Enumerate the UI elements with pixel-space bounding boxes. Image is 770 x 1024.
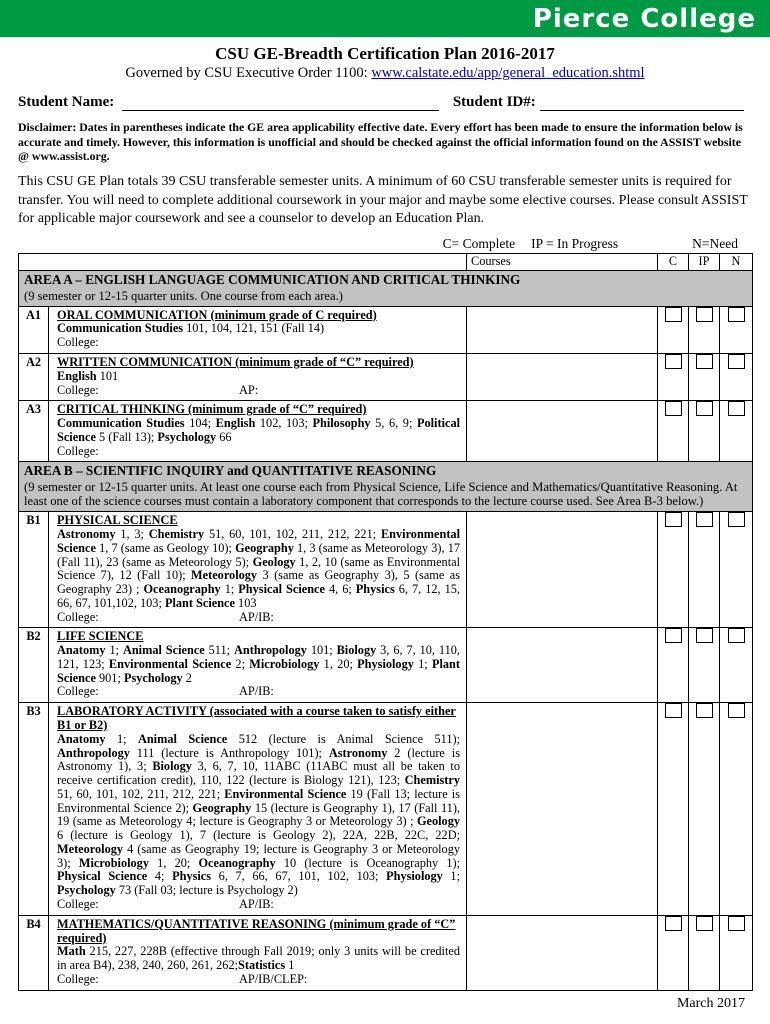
page-title: CSU GE-Breadth Certification Plan 2016-2017 [215,44,555,63]
course-heading: LABORATORY ACTIVITY (associated with a course taken to satisfy either B1 or B2) [57,704,456,733]
checkbox-ip-A3[interactable] [696,401,713,416]
course-description-B4 [49,915,467,990]
course-row-B3 [19,703,753,915]
student-name-label: Student Name: [18,94,115,110]
ap-label: AP: [239,382,259,397]
area-header-cell [19,270,753,306]
college-line [57,973,460,987]
checkbox-cell-c-B2 [658,628,689,703]
plan-table-rows [19,254,753,991]
course-heading: ORAL COMMUNICATION (minimum grade of C required) [57,307,377,322]
area-title: AREA A – ENGLISH LANGUAGE COMMUNICATION AND CRITICAL THINKING [24,271,521,287]
status-legend [18,236,752,252]
checkbox-cell-ip-B2 [689,628,720,703]
checkbox-cell-n-A1 [720,306,753,353]
course-row-B1 [19,512,753,628]
area-header-row [19,462,753,512]
course-description-B3 [49,703,467,915]
complete-column-header: C [658,254,689,271]
checkbox-cell-c-B3 [658,703,689,915]
checkbox-cell-ip-B3 [689,703,720,915]
college-line [57,384,460,398]
checkbox-c-A2[interactable] [665,354,682,369]
area-subtitle: (9 semester or 12-15 quarter units. At least one course each from Physical Science, Life Science and Mathematics/Quantitative Reasoning. At least one of the science courses must contain a laboratory component that corresponds to the lecture course used. See Area B-3 below.) [24,480,738,509]
checkbox-cell-n-A3 [720,401,753,462]
course-description-A2 [49,353,467,400]
area-code-B2: B2 [19,628,49,703]
student-info-line [18,93,752,111]
checkbox-ip-A1[interactable] [696,307,713,322]
area-code-A2: A2 [19,353,49,400]
checkbox-n-A3[interactable] [728,401,745,416]
intro-paragraph: This CSU GE Plan totals 39 CSU transferable semester units. A minimum of 60 CSU transferable semester units is required for transfer. You will need to complete additional coursework in your major and maybe some elective courses. Please consult ASSIST for applicable major coursework and see a counselor to develop an Education Plan. [18,174,748,227]
checkbox-ip-B4[interactable] [696,916,713,931]
checkbox-n-B3[interactable] [728,703,745,718]
checkbox-cell-c-A3 [658,401,689,462]
checkbox-c-B3[interactable] [665,703,682,718]
header-spacer-cell [19,254,467,271]
student-id-label: Student ID#: [452,94,536,110]
course-row-A1 [19,306,753,353]
course-description-B2 [49,628,467,703]
executive-order-link[interactable]: www.calstate.edu/app/general_education.shtml [371,65,645,81]
checkbox-n-B1[interactable] [728,512,745,527]
area-header-row [19,270,753,306]
courses-entry-cell-A2[interactable] [467,353,658,400]
course-row-A2 [19,353,753,400]
checkbox-c-B4[interactable] [665,916,682,931]
checkbox-cell-ip-A2 [689,353,720,400]
checkbox-ip-B2[interactable] [696,628,713,643]
checkbox-ip-A2[interactable] [696,354,713,369]
checkbox-cell-c-A1 [658,306,689,353]
ge-plan-table [18,253,753,991]
course-list: Communication Studies 101, 104, 121, 151 (Fall 14) [57,321,325,336]
course-row-A3 [19,401,753,462]
disclaimer-text: Disclaimer: Dates in parentheses indicate the GE area applicability effective date. Every effort has been made to ensure the information below is accurate and timely. However, this information is unofficial and should be checked against the official information found on the ASSIST website @ www.assist.org. [18,120,743,164]
table-header-row [19,254,753,271]
checkbox-cell-ip-A1 [689,306,720,353]
college-line [57,685,460,699]
ap-label: AP/IB: [239,684,274,699]
course-list: Anatomy 1; Animal Science 512 (lecture is Animal Science 511); Anthropology 111 (lecture is Anthropology 101); Astronomy 2 (lecture is Astronomy 1), 3; Biology 3, 6, 7, 10, 11ABC (11ABC must all be taken to receive certification credit), 110, 122 (lecture is Biology 121), 123; Chemistry 51, 60, 101, 102, 211, 212, 221; Environmental Science 19 (Fall 13; lecture is Environmental Science 2); Geography 15 (lecture is Geography 1), 17 (Fall 11), 19 (same as Meteorology 4; lecture is Geography 3 or Meteorology 3) ; Geology 6 (lecture is Geology 1), 7 (lecture is Geology 2), 22A, 22B, 22C, 22D; Meteorology 4 (same as Geography 19; lecture is Geography 3 or Meteorology 3); Microbiology 1, 20; Oceanography 10 (lecture is Oceanography 1); Physical Science 4; Physics 6, 7, 66, 67, 101, 102, 103; Physiology 1; Psychology 73 (Fall 03; lecture is Psychology 2) [57,731,461,898]
checkbox-c-A3[interactable] [665,401,682,416]
checkbox-cell-c-A2 [658,353,689,400]
course-row-B4 [19,915,753,990]
courses-column-header: Courses [467,254,658,271]
area-code-A1: A1 [19,306,49,353]
checkbox-c-B2[interactable] [665,628,682,643]
checkbox-cell-n-B2 [720,628,753,703]
course-list: English 101 [57,368,119,383]
course-heading: LIFE SCIENCE [57,629,144,644]
courses-entry-cell-A1[interactable] [467,306,658,353]
checkbox-cell-ip-B4 [689,915,720,990]
courses-entry-cell-B4[interactable] [467,915,658,990]
subtitle-text: Governed by CSU Executive Order 1100: [125,65,372,81]
brand-header-bar [0,0,770,37]
courses-entry-cell-B2[interactable] [467,628,658,703]
college-label: College: [57,335,99,350]
legend-in-progress: IP = In Progress [531,236,619,252]
checkbox-c-B1[interactable] [665,512,682,527]
course-heading: PHYSICAL SCIENCE [57,513,178,528]
checkbox-cell-n-B4 [720,915,753,990]
checkbox-cell-n-B3 [720,703,753,915]
course-heading: CRITICAL THINKING (minimum grade of “C” required) [57,402,367,417]
checkbox-n-B2[interactable] [728,628,745,643]
course-description-A1 [49,306,467,353]
ap-label: AP/IB: [239,896,274,911]
area-subtitle: (9 semester or 12-15 quarter units. One course from each area.) [24,288,343,303]
student-name-field[interactable] [122,93,439,111]
course-list: Anatomy 1; Animal Science 511; Anthropology 101; Biology 3, 6, 7, 10, 110, 121, 123; Environmental Science 2; Microbiology 1, 20; Physiology 1; Plant Science 901; Psychology 2 [57,643,460,685]
college-line [57,611,460,625]
course-description-B1 [49,512,467,628]
college-label: College: [57,971,99,986]
student-id-field[interactable] [540,93,744,111]
need-column-header: N [720,254,753,271]
area-code-A3: A3 [19,401,49,462]
area-code-B4: B4 [19,915,49,990]
course-heading: WRITTEN COMMUNICATION (minimum grade of “C” required) [57,354,414,369]
course-heading: MATHEMATICS/QUANTITATIVE REASONING (minimum grade of “C” required) [57,916,456,945]
pierce-college-logo: Pierce College [532,3,756,34]
in-progress-column-header: IP [689,254,720,271]
area-title: AREA B – SCIENTIFIC INQUIRY and QUANTITATIVE REASONING [24,463,437,479]
legend-need: N=Need [692,236,738,252]
checkbox-cell-c-B1 [658,512,689,628]
checkbox-c-A1[interactable] [665,307,682,322]
checkbox-cell-n-A2 [720,353,753,400]
courses-entry-cell-B3[interactable] [467,703,658,915]
page-content [0,44,770,991]
college-line [57,898,460,912]
college-line [57,445,460,459]
college-label: College: [57,382,99,397]
checkbox-cell-c-B4 [658,915,689,990]
subtitle [18,65,752,82]
course-list: Communication Studies 104; English 102, 103; Philosophy 5, 6, 9; Political Science 5 (Fall 13); Psychology 66 [57,416,461,444]
area-code-B3: B3 [19,703,49,915]
college-label: College: [57,896,99,911]
college-label: College: [57,609,99,624]
revision-date: March 2017 [676,996,745,1011]
courses-entry-cell-B1[interactable] [467,512,658,628]
ap-label: AP/IB: [239,609,274,624]
area-code-B1: B1 [19,512,49,628]
courses-entry-cell-A3[interactable] [467,401,658,462]
checkbox-cell-ip-A3 [689,401,720,462]
checkbox-n-B4[interactable] [728,916,745,931]
course-row-B2 [19,628,753,703]
checkbox-n-A1[interactable] [728,307,745,322]
course-list: Astronomy 1, 3; Chemistry 51, 60, 101, 102, 211, 212, 221; Environmental Science 1, 7 (same as Geology 10); Geography 1, 3 (same as Meteorology 3), 17 (Fall 11), 23 (same as Meteorology 5); Geology 1, 2, 10 (same as Environmental Science 7), 12 (Fall 10); Meteorology 3 (same as Geography 3), 5 (same as Geography 23) ; Oceanography 1; Physical Science 4, 6; Physics 6, 7, 12, 15, 66, 67, 101,102, 103; Plant Science 103 [57,527,460,610]
college-label: College: [57,684,99,699]
checkbox-ip-B3[interactable] [696,703,713,718]
checkbox-n-A2[interactable] [728,354,745,369]
ap-label: AP/IB/CLEP: [239,971,308,986]
course-description-A3 [49,401,467,462]
legend-complete: C= Complete [442,236,516,252]
college-label: College: [57,443,99,458]
course-list: Math 215, 227, 228B (effective through Fall 2019; only 3 units will be credited in area B4), 238, 240, 260, 261, 262;Statistics 1 [57,944,460,973]
area-header-cell [19,462,753,512]
checkbox-cell-n-B1 [720,512,753,628]
college-line [57,336,460,350]
checkbox-cell-ip-B1 [689,512,720,628]
checkbox-ip-B1[interactable] [696,512,713,527]
